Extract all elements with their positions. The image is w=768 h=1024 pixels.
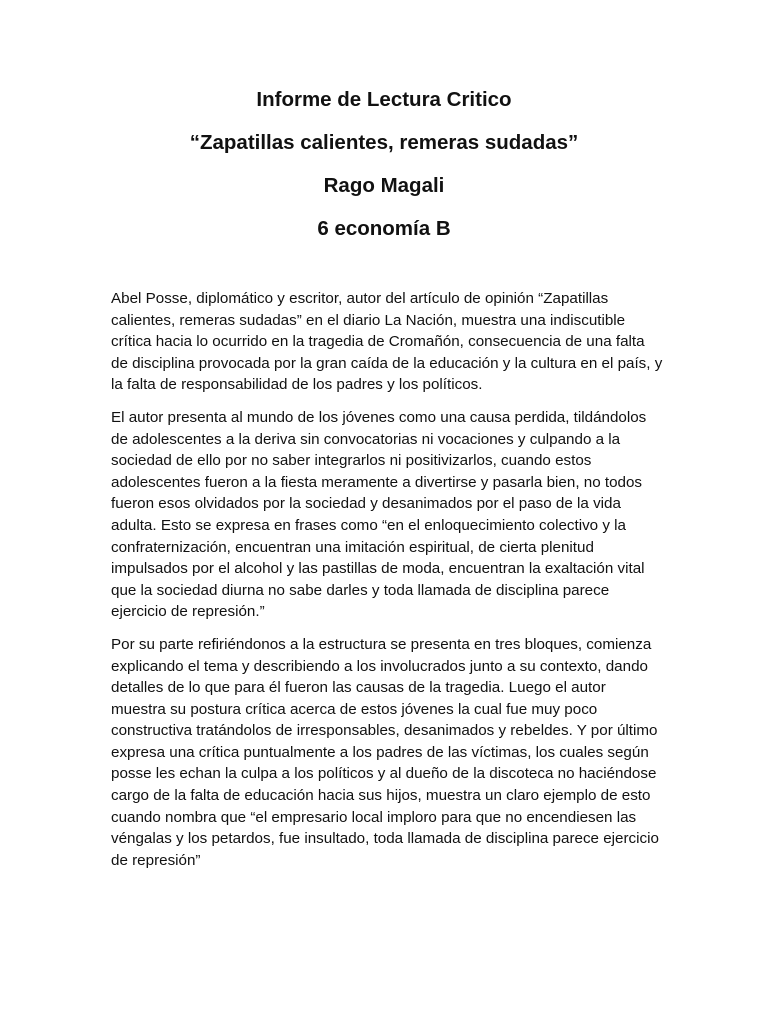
title-block xyxy=(0,88,768,260)
author-name: Rago Magali xyxy=(323,174,445,197)
body-text xyxy=(111,288,663,882)
paragraph-2: El autor presenta al mundo de los jóvenes como una causa perdida, tildándolos de adolescentes a la deriva sin convocatorias ni vocaciones y culpando a la sociedad de ello por no saber integrarlos ni positivizarlos, cuando estos adolescentes fueron a la fiesta meramente a divertirse y pasarla bien, no todos fueron esos olvidados por la sociedad y desanimados por el paso de la vida adulta. Esto se expresa en frases como “en el enloquecimiento colectivo y la confraternización, encuentran una imitación espiritual, de cierta plenitud impulsados por el alcohol y las pastillas de moda, encuentran la exaltación vital que la sociedad diurna no sabe darles y toda llamada de disciplina parece ejercicio de represión.” xyxy=(111,408,647,621)
paragraph-1: Abel Posse, diplomático y escritor, autor del artículo de opinión “Zapatillas calientes, remeras sudadas” en el diario La Nación, muestra una indiscutible crítica hacia lo ocurrido en la tragedia de Cromañón, consecuencia de una falta de disciplina provocada por la gran caída de la educación y la cultura en el país, y la falta de responsabilidad de los padres y los políticos. xyxy=(111,290,663,394)
paragraph-3: Por su parte refiriéndonos a la estructura se presenta en tres bloques, comienza explicando el tema y describiendo a los involucrados junto a su contexto, dando detalles de lo que para él fueron las causas de la tragedia. Luego el autor muestra su postura crítica acerca de estos jóvenes la cual fue muy poco constructiva tratándolos de irresponsables, desanimados y rebeldes. Y por último expresa una crítica puntualmente a los padres de las víctimas, los cuales según posse les echan la culpa a los políticos y al dueño de la discoteca no haciéndose cargo de la falta de educación hacia sus hijos, muestra un claro ejemplo de esto cuando nombra que “el empresario local imploro para que no encendiesen las véngalas y los petardos, fue insultado, toda llamada de disciplina parece ejercicio de represión” xyxy=(111,635,659,869)
class-name: 6 economía B xyxy=(317,217,451,240)
article-title: “Zapatillas calientes, remeras sudadas” xyxy=(189,131,579,154)
report-title: Informe de Lectura Critico xyxy=(256,88,512,111)
